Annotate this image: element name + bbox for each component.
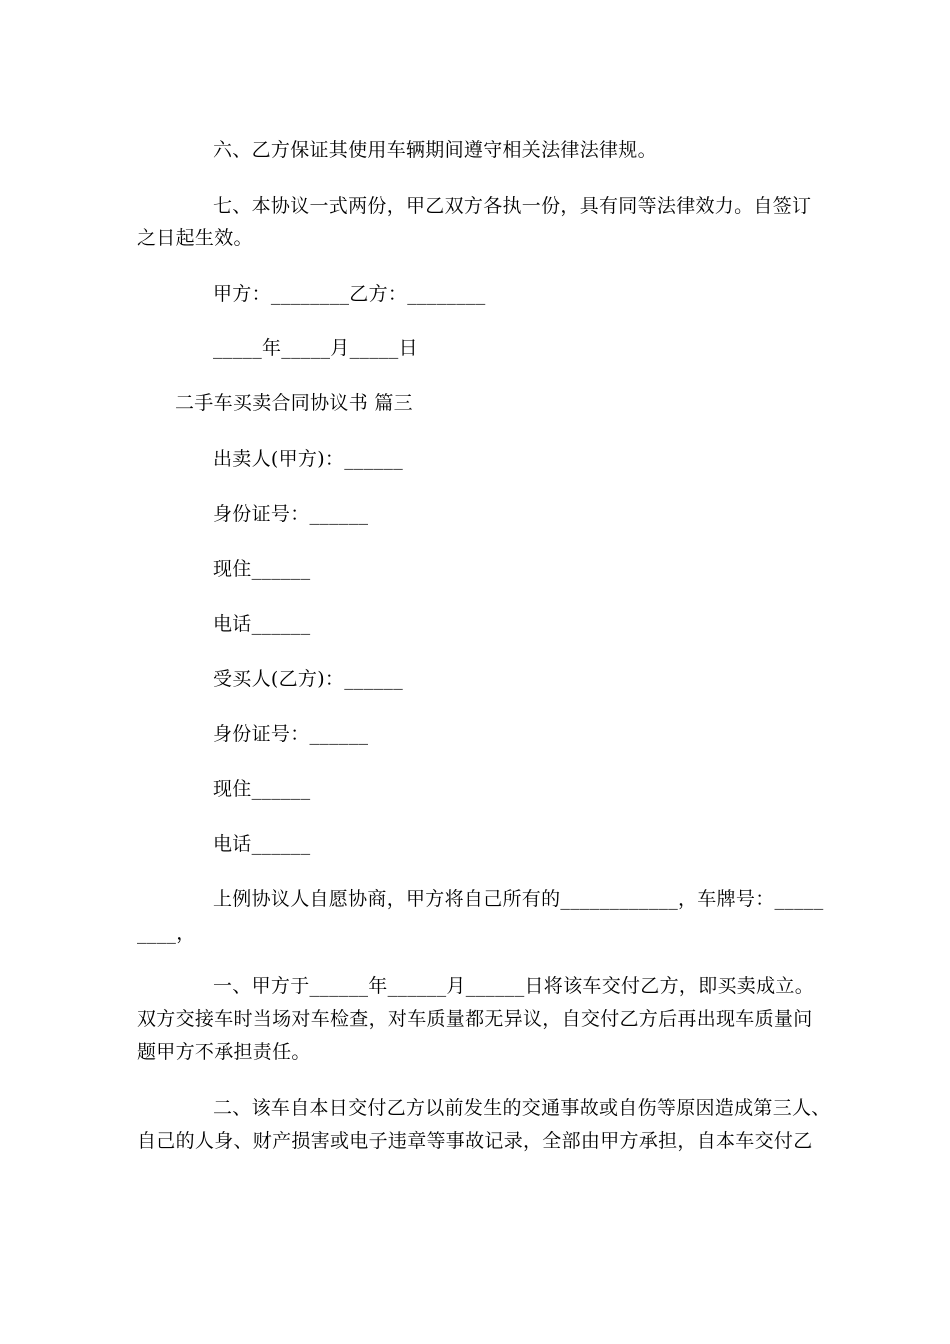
item-2-line-1: 二、该车自本日交付乙方以前发生的交通事故或自伤等原因造成第三人、 (213, 1097, 831, 1119)
item-2-line-2: 自己的人身、财产损害或电子违章等事故记录，全部由甲方承担，自本车交付乙 (137, 1130, 813, 1152)
buyer-field: 受买人(乙方)：______ (213, 668, 404, 690)
buyer-address-field: 现住______ (213, 778, 311, 800)
buyer-id-field: 身份证号：______ (213, 723, 369, 745)
seller-id-field: 身份证号：______ (213, 503, 369, 525)
section-title: 二手车买卖合同协议书 篇三 (175, 392, 413, 414)
clause-7-line-1: 七、本协议一式两份，甲乙双方各执一份，具有同等法律效力。自签订 (213, 195, 812, 217)
clause-6: 六、乙方保证其使用车辆期间遵守相关法律法律规。 (213, 139, 657, 161)
item-1-line-2: 双方交接车时当场对车检查，对车质量都无异议，自交付乙方后再出现车质量问 (137, 1008, 813, 1030)
clause-7-line-2: 之日起生效。 (137, 227, 253, 249)
seller-field: 出卖人(甲方)：______ (213, 448, 404, 470)
seller-phone-field: 电话______ (213, 613, 311, 635)
item-1-line-1: 一、甲方于______年______月______日将该车交付乙方，即买卖成立。 (213, 975, 815, 997)
intro-line-2: ____， (137, 922, 196, 944)
buyer-phone-field: 电话______ (213, 833, 311, 855)
date-line: _____年_____月_____日 (213, 337, 418, 359)
intro-line-1: 上例协议人自愿协商，甲方将自己所有的____________，车牌号：_____ (213, 888, 824, 910)
seller-address-field: 现住______ (213, 558, 311, 580)
item-1-line-3: 题甲方不承担责任。 (137, 1041, 311, 1063)
signature-line: 甲方：________乙方：________ (213, 283, 486, 305)
